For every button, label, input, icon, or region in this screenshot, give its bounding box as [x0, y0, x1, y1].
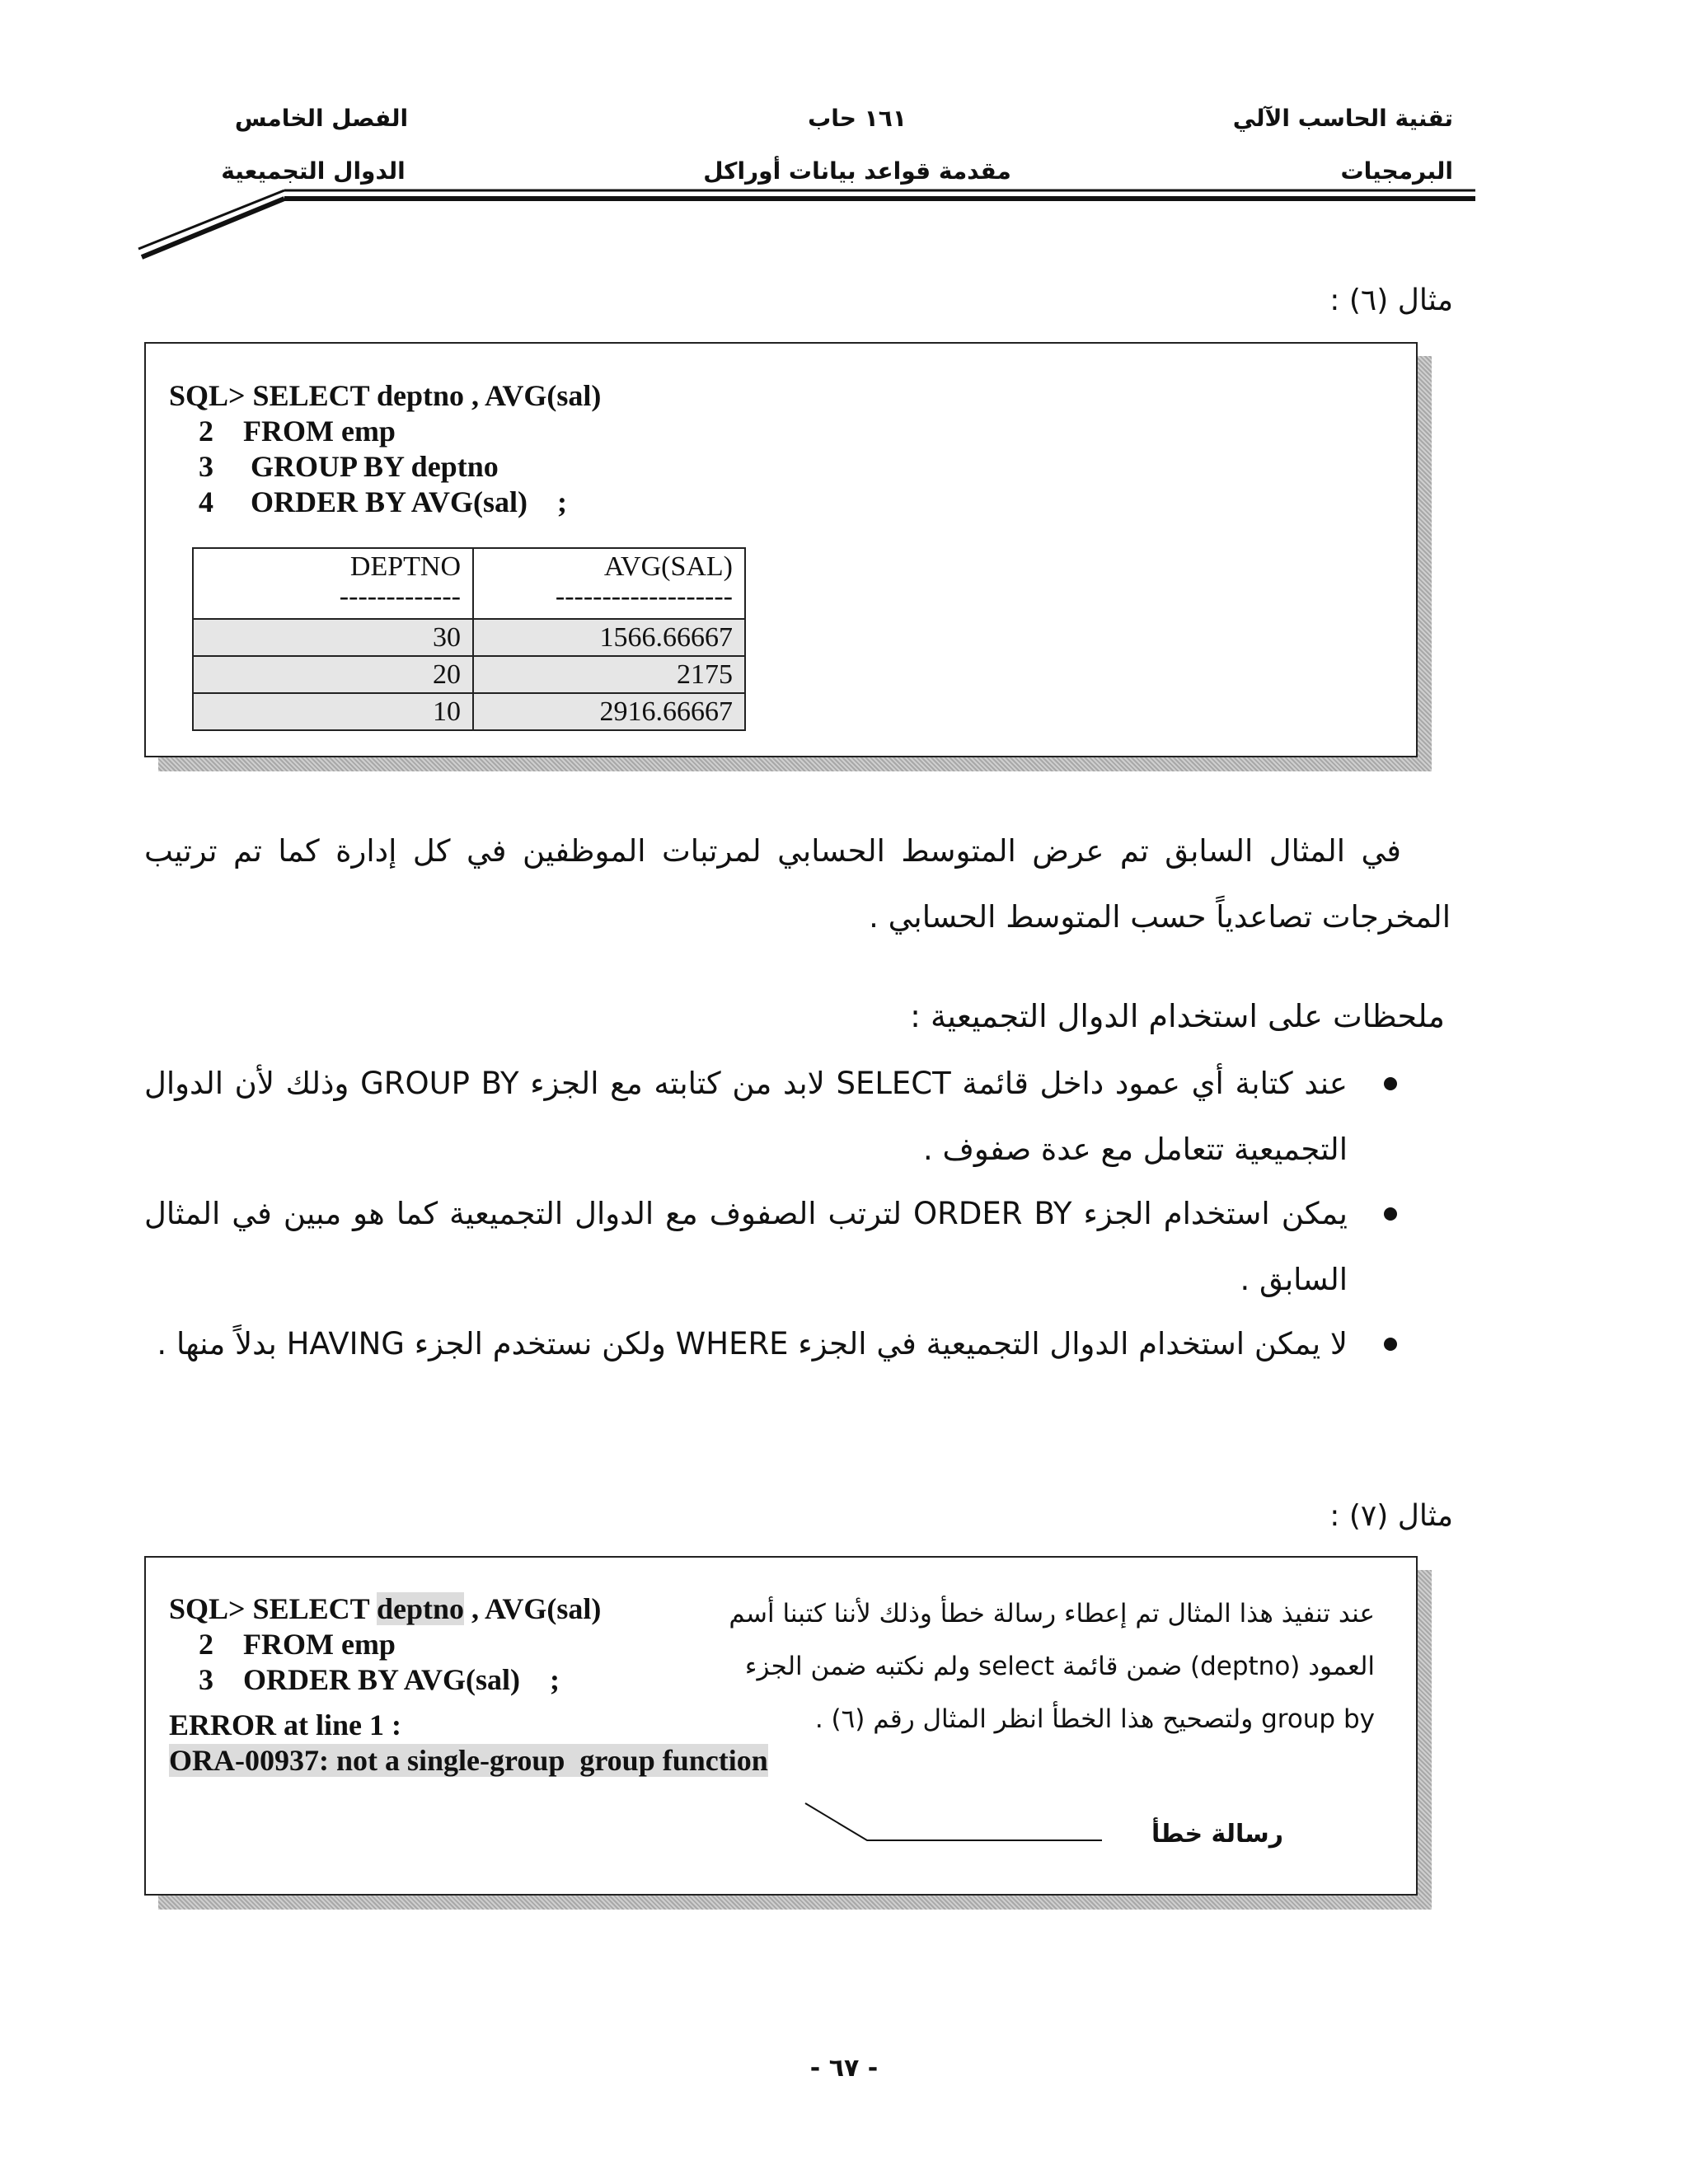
code-line: 2 FROM emp [169, 1628, 396, 1661]
side-note-line: group by ولتصحيح هذا الخطأ انظر المثال رقم (٦) . [814, 1704, 1375, 1734]
column-underline: ------------------- [555, 581, 733, 612]
notes-title: ملحظات على استخدام الدوال التجميعية : [910, 998, 1445, 1034]
header-rule [0, 0, 1688, 272]
note-item: لا يمكن استخدام الدوال التجميعية في الجزء WHERE ولكن نستخدم الجزء HAVING بدلاً منها . [157, 1326, 1348, 1361]
bullet-icon [1384, 1077, 1397, 1090]
example6-result-table [192, 547, 746, 731]
table-header-cell [473, 548, 745, 619]
table-row [193, 619, 745, 656]
header-chapter-title: الدوال التجميعية [221, 157, 406, 185]
code-line: 3 ORDER BY AVG(sal) ; [169, 1663, 560, 1696]
table-row [193, 693, 745, 730]
table-row [193, 656, 745, 693]
error-callout-label: رسالة خطأ [1151, 1820, 1284, 1849]
explanation-paragraph: في المثال السابق تم عرض المتوسط الحسابي لمرتبات الموظفين في كل إدارة كما تم ترتيب المخرجات تصاعدياً حسب المتوسط الحسابي . [144, 833, 1451, 935]
column-header-deptno: DEPTNO [349, 551, 461, 582]
header-chapter: الفصل الخامس [234, 105, 409, 132]
bullet-icon [1384, 1338, 1397, 1351]
code-prefix: SQL> SELECT [169, 1592, 377, 1625]
highlighted-column: deptno [376, 1592, 464, 1625]
table-cell: 20 [193, 656, 473, 693]
note-item: يمكن استخدام الجزء ORDER BY لترتب الصفوف مع الدوال التجميعية كما هو مبين في المثال السابق . [144, 1196, 1348, 1297]
page-number: - ٦٧ - [809, 2054, 879, 2083]
header-book-title: مقدمة قواعد بيانات أوراكل [703, 157, 1011, 185]
table-cell: 30 [193, 619, 473, 656]
header-course-code: ١٦١ حاب [808, 105, 907, 132]
table-cell: 2916.66667 [473, 693, 745, 730]
example7-code-box [144, 1556, 1418, 1896]
table-cell: 1566.66667 [473, 619, 745, 656]
bullet-icon [1384, 1207, 1397, 1221]
table-cell: 2175 [473, 656, 745, 693]
table-header-cell [193, 548, 473, 619]
header-department: البرمجيات [1340, 157, 1453, 185]
example6-title: مثال (٦) : [1329, 284, 1453, 317]
error-line: ERROR at line 1 : [169, 1708, 401, 1741]
table-header-row [193, 548, 745, 619]
error-message-text: ORA-00937: not a single-group group function [169, 1744, 768, 1777]
column-underline: ------------- [339, 581, 461, 612]
side-note-line: العمود (deptno) ضمن قائمة select ولم نكتبه ضمن الجزء [744, 1652, 1375, 1681]
table-cell: 10 [193, 693, 473, 730]
note-item: عند كتابة أي عمود داخل قائمة SELECT لابد من كتابته مع الجزء GROUP BY وذلك لأن الدوال التجميعية تتعامل مع عدة صفوف . [144, 1066, 1348, 1167]
example6-code [169, 378, 601, 520]
column-header-avg-sal: AVG(SAL) [603, 551, 733, 582]
side-note-line: عند تنفيذ هذا المثال تم إعطاء رسالة خطأ وذلك لأننا كتبنا أسم [729, 1599, 1375, 1629]
code-line: 4 ORDER BY AVG(sal) ; [169, 485, 568, 518]
code-line: 2 FROM emp [169, 415, 396, 448]
example7-title: مثال (٧) : [1329, 1499, 1453, 1533]
code-suffix: , AVG(sal) [464, 1592, 602, 1625]
code-line: SQL> SELECT deptno , AVG(sal) [169, 379, 602, 412]
code-line: 3 GROUP BY deptno [169, 450, 499, 483]
header-course-title: تقنية الحاسب الآلي [1232, 105, 1453, 132]
example6-code-box [144, 342, 1418, 757]
